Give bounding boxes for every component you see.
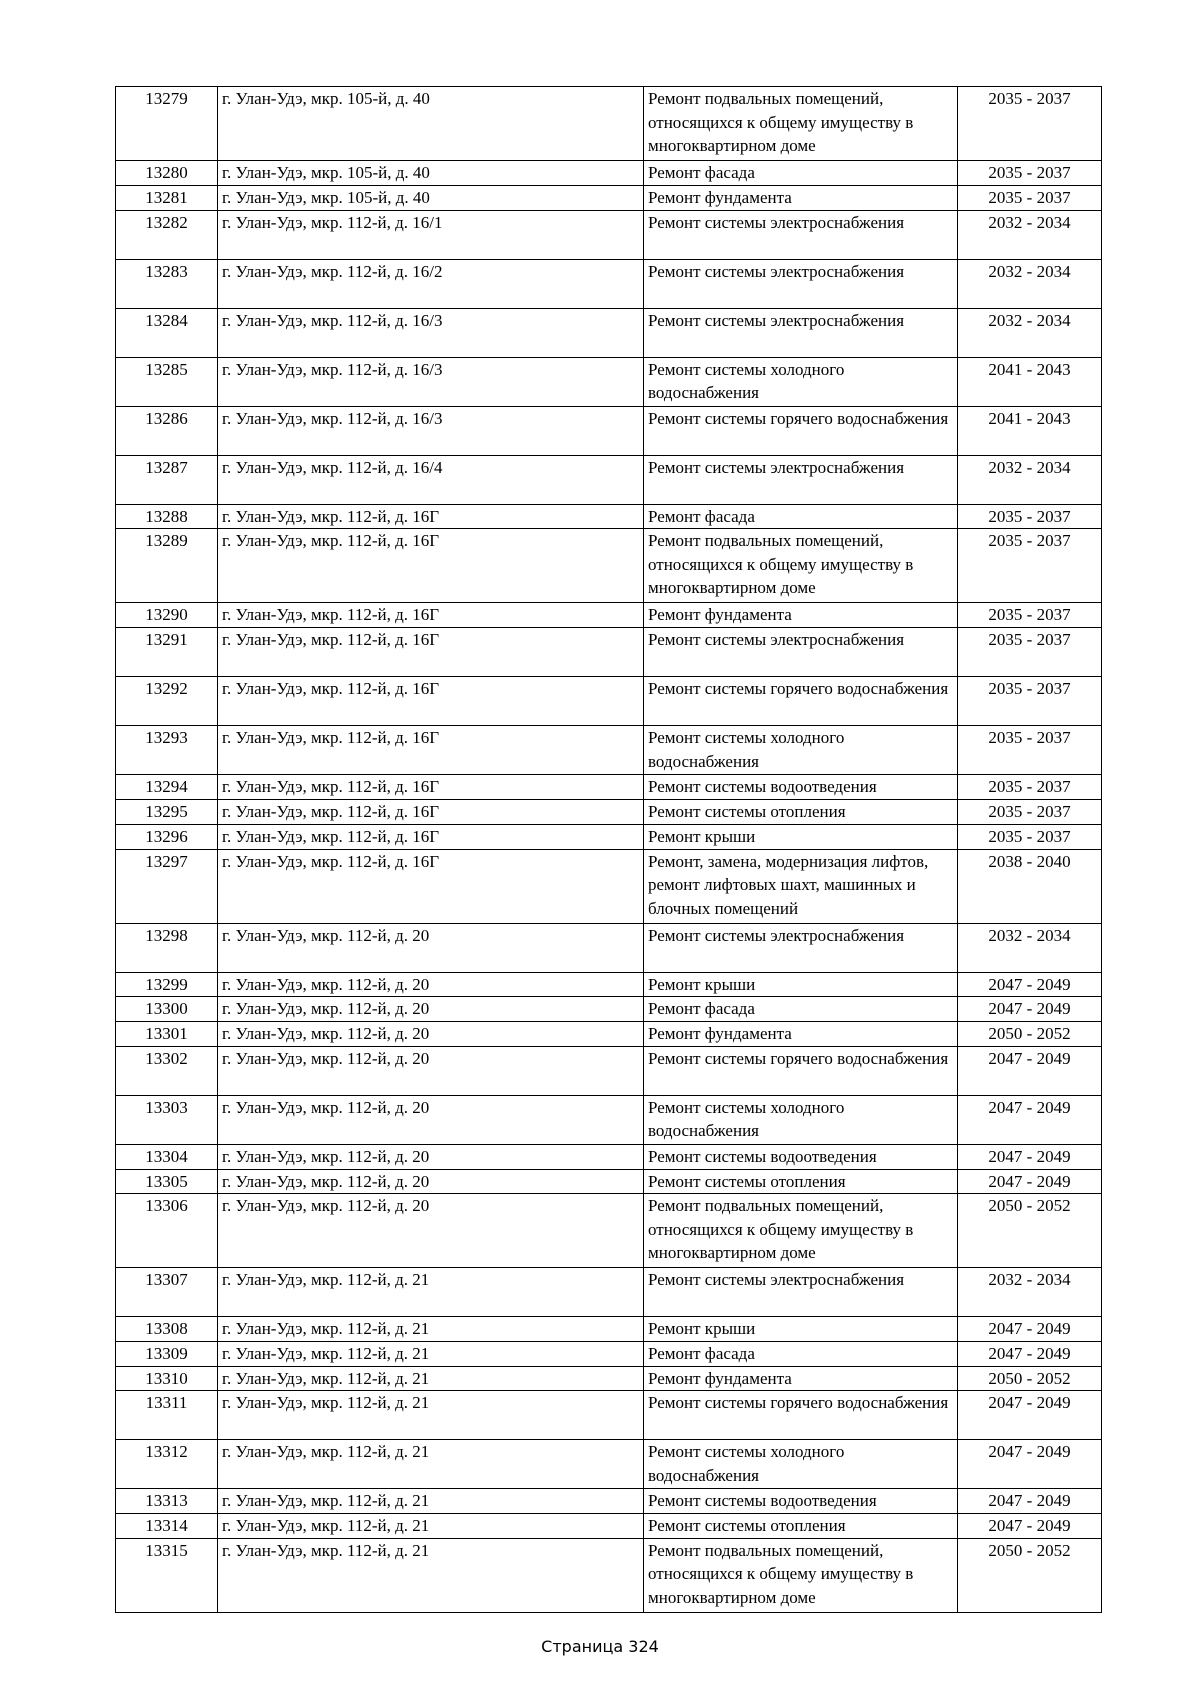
row-address: г. Улан-Удэ, мкр. 112-й, д. 16Г xyxy=(218,529,644,603)
row-address: г. Улан-Удэ, мкр. 112-й, д. 20 xyxy=(218,997,644,1022)
table-row xyxy=(116,504,1102,529)
row-work-type: Ремонт системы горячего водоснабжения xyxy=(644,1046,958,1095)
row-period: 2032 - 2034 xyxy=(958,308,1102,357)
row-work-type: Ремонт системы отопления xyxy=(644,800,958,825)
row-period: 2032 - 2034 xyxy=(958,455,1102,504)
table-row xyxy=(116,1169,1102,1194)
row-number: 13297 xyxy=(116,849,218,923)
table-row xyxy=(116,1440,1102,1489)
row-work-type: Ремонт фасада xyxy=(644,504,958,529)
row-period: 2035 - 2037 xyxy=(958,161,1102,186)
row-number: 13296 xyxy=(116,824,218,849)
row-work-type: Ремонт подвальных помещений, относящихся к общему имуществу в многоквартирном доме xyxy=(644,87,958,161)
row-address: г. Улан-Удэ, мкр. 112-й, д. 20 xyxy=(218,923,644,972)
row-number: 13315 xyxy=(116,1538,218,1612)
row-work-type: Ремонт подвальных помещений, относящихся к общему имуществу в многоквартирном доме xyxy=(644,1194,958,1268)
row-period: 2032 - 2034 xyxy=(958,923,1102,972)
row-work-type: Ремонт фасада xyxy=(644,1341,958,1366)
row-work-type: Ремонт системы электроснабжения xyxy=(644,628,958,677)
table-row xyxy=(116,1268,1102,1317)
row-period: 2035 - 2037 xyxy=(958,775,1102,800)
row-address: г. Улан-Удэ, мкр. 112-й, д. 16Г xyxy=(218,504,644,529)
row-address: г. Улан-Удэ, мкр. 112-й, д. 16Г xyxy=(218,726,644,775)
table-row xyxy=(116,1391,1102,1440)
table-row xyxy=(116,726,1102,775)
row-number: 13313 xyxy=(116,1489,218,1514)
table-row xyxy=(116,603,1102,628)
row-number: 13299 xyxy=(116,972,218,997)
row-period: 2035 - 2037 xyxy=(958,628,1102,677)
row-work-type: Ремонт фундамента xyxy=(644,1366,958,1391)
row-address: г. Улан-Удэ, мкр. 105-й, д. 40 xyxy=(218,161,644,186)
row-work-type: Ремонт системы холодного водоснабжения xyxy=(644,1095,958,1144)
row-work-type: Ремонт системы электроснабжения xyxy=(644,1268,958,1317)
table-row xyxy=(116,1144,1102,1169)
table-row xyxy=(116,455,1102,504)
table-body xyxy=(116,87,1102,1613)
repair-schedule-table xyxy=(115,86,1102,1613)
row-number: 13295 xyxy=(116,800,218,825)
row-address: г. Улан-Удэ, мкр. 112-й, д. 16/3 xyxy=(218,308,644,357)
row-address: г. Улан-Удэ, мкр. 112-й, д. 21 xyxy=(218,1513,644,1538)
row-number: 13286 xyxy=(116,406,218,455)
row-period: 2047 - 2049 xyxy=(958,1095,1102,1144)
row-number: 13309 xyxy=(116,1341,218,1366)
row-number: 13282 xyxy=(116,210,218,259)
table-row xyxy=(116,185,1102,210)
row-address: г. Улан-Удэ, мкр. 112-й, д. 20 xyxy=(218,1169,644,1194)
row-number: 13298 xyxy=(116,923,218,972)
row-number: 13314 xyxy=(116,1513,218,1538)
row-address: г. Улан-Удэ, мкр. 112-й, д. 16Г xyxy=(218,824,644,849)
row-work-type: Ремонт крыши xyxy=(644,824,958,849)
row-address: г. Улан-Удэ, мкр. 112-й, д. 16/3 xyxy=(218,357,644,406)
table-row xyxy=(116,1317,1102,1342)
row-address: г. Улан-Удэ, мкр. 112-й, д. 20 xyxy=(218,1194,644,1268)
row-number: 13311 xyxy=(116,1391,218,1440)
page-number-footer: Страница 324 xyxy=(541,1637,659,1656)
table-row xyxy=(116,1046,1102,1095)
row-work-type: Ремонт системы холодного водоснабжения xyxy=(644,357,958,406)
row-work-type: Ремонт системы водоотведения xyxy=(644,775,958,800)
row-number: 13285 xyxy=(116,357,218,406)
row-address: г. Улан-Удэ, мкр. 112-й, д. 20 xyxy=(218,1022,644,1047)
row-number: 13310 xyxy=(116,1366,218,1391)
table-row xyxy=(116,87,1102,161)
row-period: 2047 - 2049 xyxy=(958,1440,1102,1489)
table-row xyxy=(116,997,1102,1022)
table-row xyxy=(116,259,1102,308)
table-row xyxy=(116,1022,1102,1047)
row-work-type: Ремонт системы электроснабжения xyxy=(644,455,958,504)
row-period: 2035 - 2037 xyxy=(958,529,1102,603)
row-period: 2032 - 2034 xyxy=(958,259,1102,308)
row-number: 13303 xyxy=(116,1095,218,1144)
table-row xyxy=(116,849,1102,923)
row-address: г. Улан-Удэ, мкр. 112-й, д. 20 xyxy=(218,1046,644,1095)
row-address: г. Улан-Удэ, мкр. 112-й, д. 16/2 xyxy=(218,259,644,308)
row-period: 2047 - 2049 xyxy=(958,997,1102,1022)
row-period: 2035 - 2037 xyxy=(958,603,1102,628)
row-number: 13305 xyxy=(116,1169,218,1194)
row-period: 2047 - 2049 xyxy=(958,1489,1102,1514)
row-address: г. Улан-Удэ, мкр. 112-й, д. 20 xyxy=(218,972,644,997)
row-period: 2041 - 2043 xyxy=(958,406,1102,455)
table-row xyxy=(116,923,1102,972)
row-number: 13291 xyxy=(116,628,218,677)
table-row xyxy=(116,1095,1102,1144)
row-period: 2035 - 2037 xyxy=(958,185,1102,210)
row-address: г. Улан-Удэ, мкр. 112-й, д. 21 xyxy=(218,1489,644,1514)
table-row xyxy=(116,357,1102,406)
row-number: 13283 xyxy=(116,259,218,308)
row-number: 13300 xyxy=(116,997,218,1022)
row-period: 2050 - 2052 xyxy=(958,1538,1102,1612)
row-number: 13293 xyxy=(116,726,218,775)
row-work-type: Ремонт системы горячего водоснабжения xyxy=(644,677,958,726)
row-period: 2047 - 2049 xyxy=(958,972,1102,997)
row-period: 2047 - 2049 xyxy=(958,1513,1102,1538)
row-number: 13292 xyxy=(116,677,218,726)
row-address: г. Улан-Удэ, мкр. 112-й, д. 21 xyxy=(218,1538,644,1612)
row-number: 13306 xyxy=(116,1194,218,1268)
row-number: 13302 xyxy=(116,1046,218,1095)
row-number: 13290 xyxy=(116,603,218,628)
row-period: 2032 - 2034 xyxy=(958,210,1102,259)
row-period: 2047 - 2049 xyxy=(958,1144,1102,1169)
row-address: г. Улан-Удэ, мкр. 112-й, д. 21 xyxy=(218,1391,644,1440)
row-period: 2047 - 2049 xyxy=(958,1169,1102,1194)
row-address: г. Улан-Удэ, мкр. 112-й, д. 20 xyxy=(218,1095,644,1144)
row-work-type: Ремонт, замена, модернизация лифтов, ремонт лифтовых шахт, машинных и блочных помещений xyxy=(644,849,958,923)
row-number: 13294 xyxy=(116,775,218,800)
table-row xyxy=(116,800,1102,825)
row-period: 2035 - 2037 xyxy=(958,726,1102,775)
row-address: г. Улан-Удэ, мкр. 112-й, д. 16/3 xyxy=(218,406,644,455)
row-period: 2035 - 2037 xyxy=(958,677,1102,726)
table-row xyxy=(116,775,1102,800)
table-row xyxy=(116,1366,1102,1391)
row-period: 2035 - 2037 xyxy=(958,504,1102,529)
row-number: 13279 xyxy=(116,87,218,161)
row-period: 2050 - 2052 xyxy=(958,1194,1102,1268)
row-period: 2047 - 2049 xyxy=(958,1046,1102,1095)
row-number: 13308 xyxy=(116,1317,218,1342)
row-address: г. Улан-Удэ, мкр. 112-й, д. 16Г xyxy=(218,603,644,628)
table-row xyxy=(116,1194,1102,1268)
row-work-type: Ремонт системы электроснабжения xyxy=(644,259,958,308)
row-address: г. Улан-Удэ, мкр. 112-й, д. 20 xyxy=(218,1144,644,1169)
table-row xyxy=(116,628,1102,677)
row-work-type: Ремонт крыши xyxy=(644,1317,958,1342)
row-period: 2035 - 2037 xyxy=(958,800,1102,825)
row-number: 13289 xyxy=(116,529,218,603)
row-work-type: Ремонт системы водоотведения xyxy=(644,1489,958,1514)
row-period: 2050 - 2052 xyxy=(958,1022,1102,1047)
row-period: 2032 - 2034 xyxy=(958,1268,1102,1317)
row-period: 2047 - 2049 xyxy=(958,1391,1102,1440)
row-period: 2041 - 2043 xyxy=(958,357,1102,406)
table-row xyxy=(116,210,1102,259)
row-address: г. Улан-Удэ, мкр. 112-й, д. 16Г xyxy=(218,775,644,800)
table-row xyxy=(116,161,1102,186)
row-work-type: Ремонт фасада xyxy=(644,161,958,186)
row-number: 13288 xyxy=(116,504,218,529)
row-address: г. Улан-Удэ, мкр. 112-й, д. 16Г xyxy=(218,800,644,825)
row-number: 13280 xyxy=(116,161,218,186)
table-row xyxy=(116,1341,1102,1366)
row-work-type: Ремонт системы холодного водоснабжения xyxy=(644,1440,958,1489)
row-period: 2035 - 2037 xyxy=(958,87,1102,161)
table-row xyxy=(116,308,1102,357)
row-address: г. Улан-Удэ, мкр. 112-й, д. 21 xyxy=(218,1317,644,1342)
row-work-type: Ремонт системы отопления xyxy=(644,1513,958,1538)
row-work-type: Ремонт фундамента xyxy=(644,1022,958,1047)
table-row xyxy=(116,1538,1102,1612)
row-work-type: Ремонт системы горячего водоснабжения xyxy=(644,1391,958,1440)
row-work-type: Ремонт системы электроснабжения xyxy=(644,210,958,259)
row-work-type: Ремонт системы горячего водоснабжения xyxy=(644,406,958,455)
row-number: 13287 xyxy=(116,455,218,504)
row-number: 13304 xyxy=(116,1144,218,1169)
row-address: г. Улан-Удэ, мкр. 112-й, д. 16Г xyxy=(218,849,644,923)
row-number: 13284 xyxy=(116,308,218,357)
row-work-type: Ремонт фундамента xyxy=(644,603,958,628)
row-period: 2047 - 2049 xyxy=(958,1341,1102,1366)
row-work-type: Ремонт системы отопления xyxy=(644,1169,958,1194)
row-address: г. Улан-Удэ, мкр. 112-й, д. 21 xyxy=(218,1268,644,1317)
row-work-type: Ремонт системы холодного водоснабжения xyxy=(644,726,958,775)
table-row xyxy=(116,972,1102,997)
row-number: 13307 xyxy=(116,1268,218,1317)
row-number: 13281 xyxy=(116,185,218,210)
row-address: г. Улан-Удэ, мкр. 105-й, д. 40 xyxy=(218,185,644,210)
row-period: 2035 - 2037 xyxy=(958,824,1102,849)
row-number: 13301 xyxy=(116,1022,218,1047)
row-address: г. Улан-Удэ, мкр. 112-й, д. 16Г xyxy=(218,628,644,677)
row-address: г. Улан-Удэ, мкр. 112-й, д. 16/4 xyxy=(218,455,644,504)
row-work-type: Ремонт подвальных помещений, относящихся к общему имуществу в многоквартирном доме xyxy=(644,529,958,603)
row-address: г. Улан-Удэ, мкр. 112-й, д. 21 xyxy=(218,1341,644,1366)
row-period: 2038 - 2040 xyxy=(958,849,1102,923)
row-address: г. Улан-Удэ, мкр. 112-й, д. 16/1 xyxy=(218,210,644,259)
row-work-type: Ремонт фасада xyxy=(644,997,958,1022)
table-row xyxy=(116,1489,1102,1514)
row-work-type: Ремонт крыши xyxy=(644,972,958,997)
row-work-type: Ремонт системы электроснабжения xyxy=(644,923,958,972)
table-row xyxy=(116,529,1102,603)
table-row xyxy=(116,406,1102,455)
row-work-type: Ремонт подвальных помещений, относящихся к общему имуществу в многоквартирном доме xyxy=(644,1538,958,1612)
row-work-type: Ремонт системы водоотведения xyxy=(644,1144,958,1169)
row-period: 2047 - 2049 xyxy=(958,1317,1102,1342)
row-address: г. Улан-Удэ, мкр. 105-й, д. 40 xyxy=(218,87,644,161)
row-number: 13312 xyxy=(116,1440,218,1489)
row-address: г. Улан-Удэ, мкр. 112-й, д. 21 xyxy=(218,1440,644,1489)
table-row xyxy=(116,824,1102,849)
table-row xyxy=(116,677,1102,726)
row-period: 2050 - 2052 xyxy=(958,1366,1102,1391)
row-work-type: Ремонт системы электроснабжения xyxy=(644,308,958,357)
table-row xyxy=(116,1513,1102,1538)
row-work-type: Ремонт фундамента xyxy=(644,185,958,210)
row-address: г. Улан-Удэ, мкр. 112-й, д. 21 xyxy=(218,1366,644,1391)
row-address: г. Улан-Удэ, мкр. 112-й, д. 16Г xyxy=(218,677,644,726)
